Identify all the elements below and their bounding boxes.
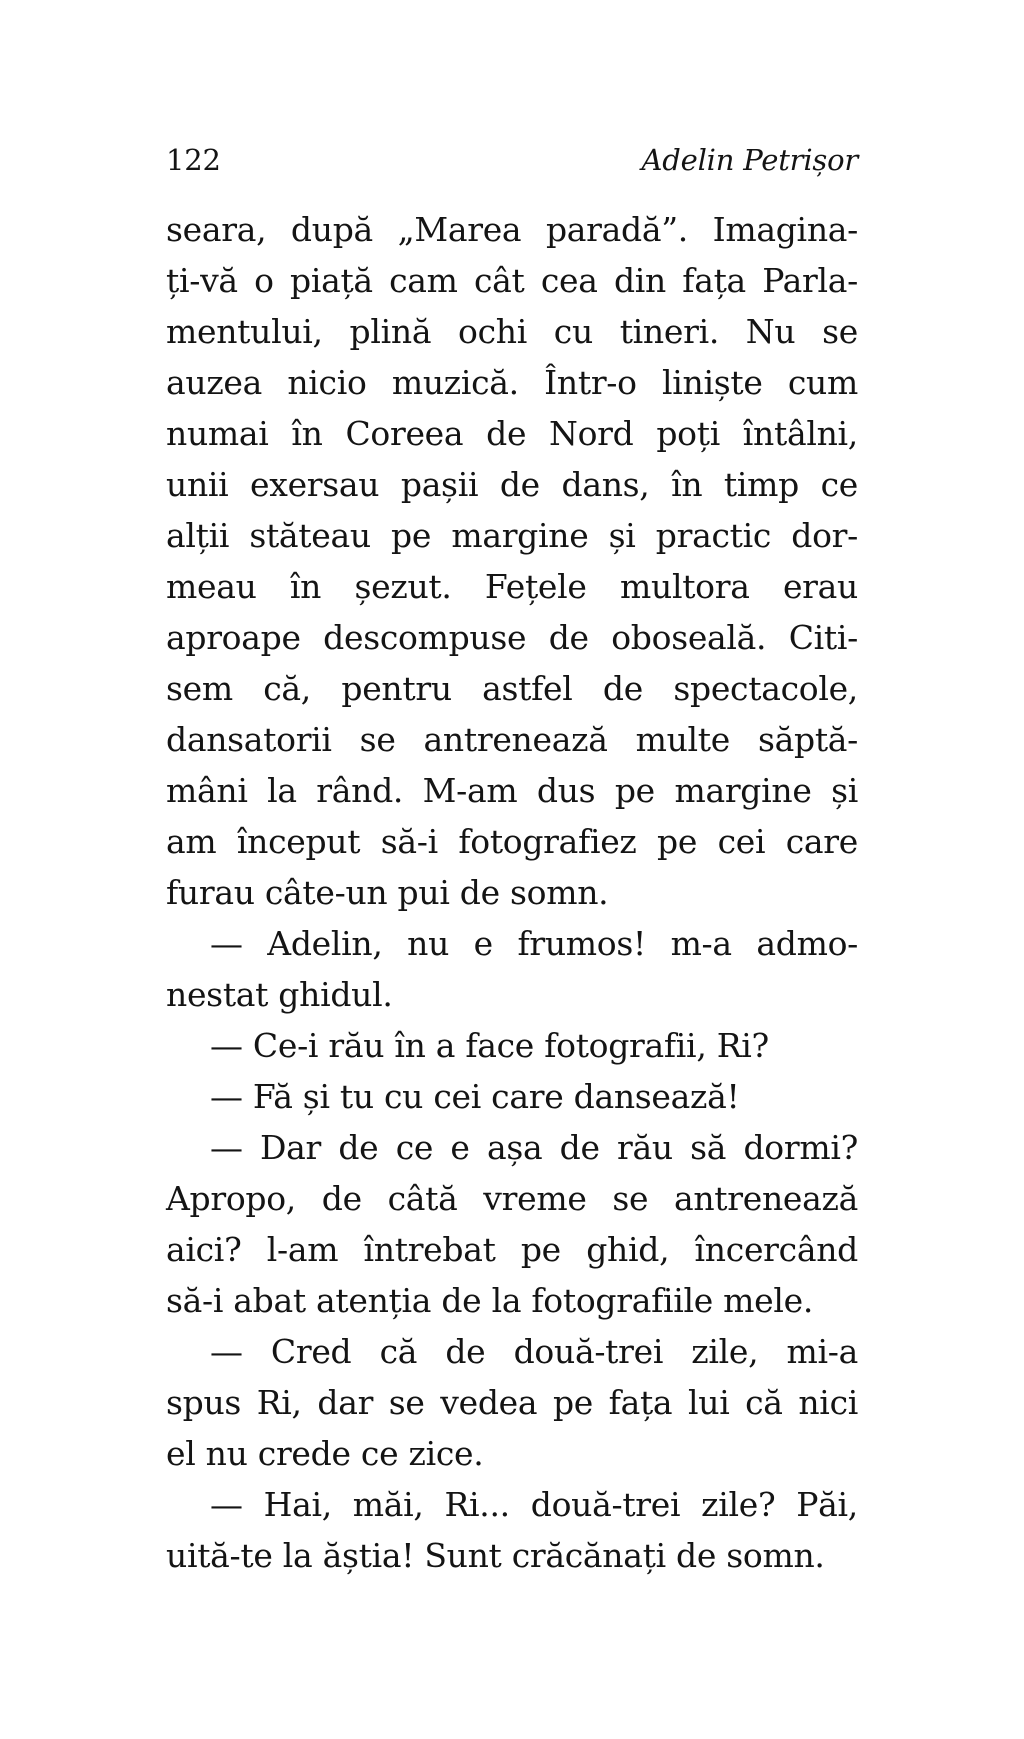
text-line: meau în șezut. Fețele multora erau [166,567,858,606]
text-line: numai în Coreea de Nord poți întâlni, [166,414,858,453]
text-line: dansatorii se antrenează multe săptă- [166,720,858,759]
text-line: sem că, pentru astfel de spectacole, [166,669,858,708]
text-line: Apropo, de câtă vreme se antrenează [166,1179,858,1218]
text-line: aproape descompuse de oboseală. Citi- [166,618,858,657]
text-line: — Adelin, nu e frumos! m-a admo- [210,924,858,963]
text-line: am început să-i fotografiez pe cei care [166,822,858,861]
text-line: mâni la rând. M-am dus pe margine și [166,771,858,810]
text-line: — Fă și tu cu cei care dansează! [210,1077,740,1116]
text-line: spus Ri, dar se vedea pe fața lui că nici [166,1383,858,1422]
text-line: nestat ghidul. [166,975,393,1014]
running-header [166,144,858,176]
text-line: furau câte-un pui de somn. [166,873,609,912]
running-head-author: Adelin Petrișor [641,143,858,177]
text-line: — Cred că de două-trei zile, mi-a [210,1332,858,1371]
text-line: ți-vă o piață cam cât cea din fața Parla- [166,261,858,300]
text-line: aici? l-am întrebat pe ghid, încercând [166,1230,858,1269]
text-line: seara, după „Marea paradă”. Imagina- [166,210,858,249]
body-text [166,204,858,1581]
text-line: alții stăteau pe margine și practic dor- [166,516,858,555]
page-number: 122 [166,143,221,177]
text-line: el nu crede ce zice. [166,1434,484,1473]
text-line: unii exersau pașii de dans, în timp ce [166,465,858,504]
text-line: să-i abat atenția de la fotografiile mele. [166,1281,814,1320]
text-line: — Dar de ce e așa de rău să dormi? [210,1128,858,1167]
text-line: — Hai, măi, Ri... două-trei zile? Păi, [210,1485,858,1524]
text-line: — Ce-i rău în a face fotografii, Ri? [210,1026,769,1065]
text-line: mentului, plină ochi cu tineri. Nu se [166,312,858,351]
text-line: uită-te la ăștia! Sunt crăcănați de somn. [166,1536,825,1575]
text-line: auzea nicio muzică. Într-o liniște cum [166,363,858,402]
